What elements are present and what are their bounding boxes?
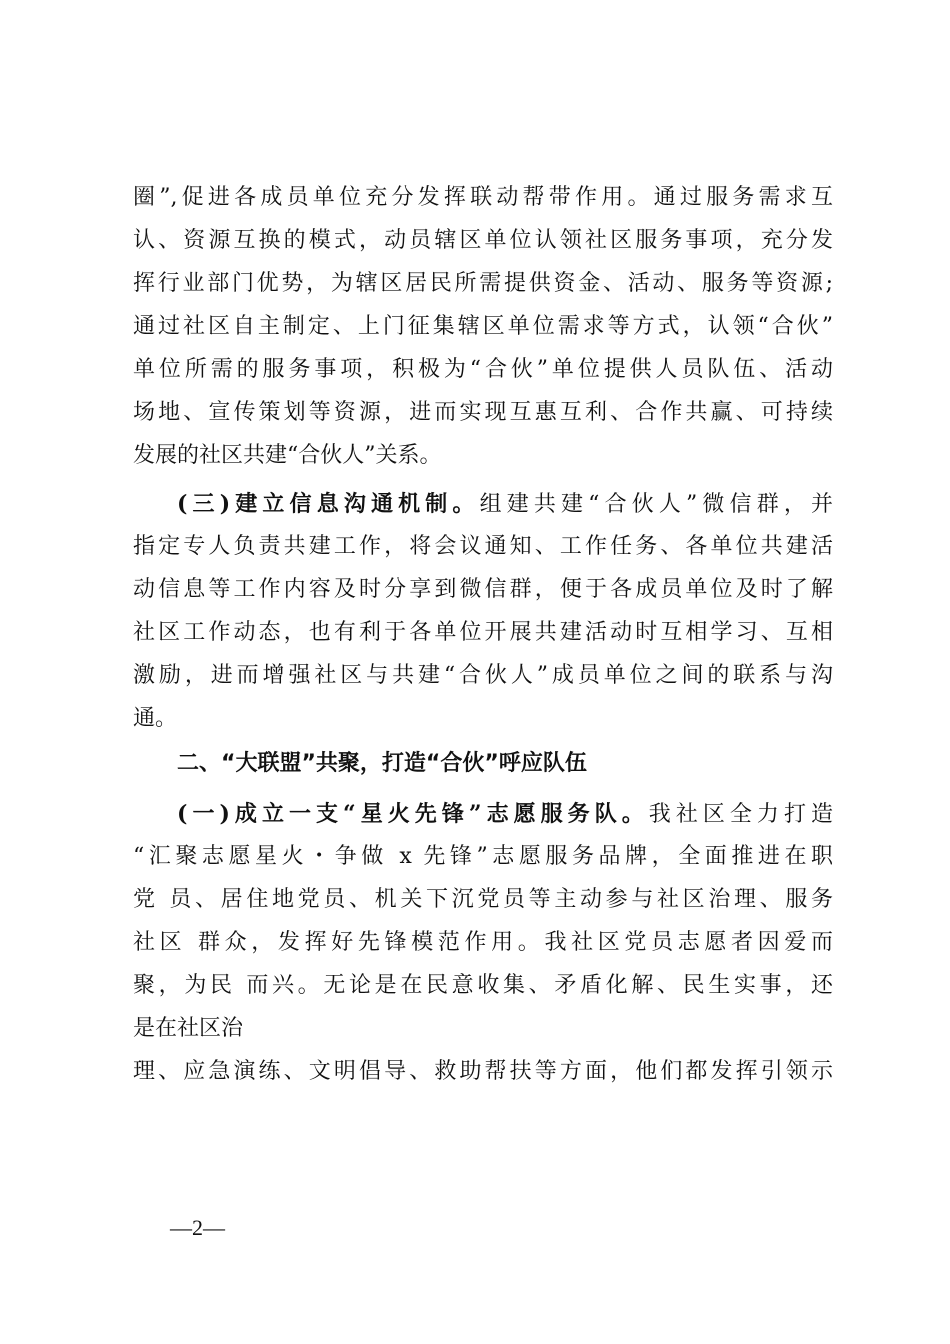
paragraph-3-line-4: 社区 群众，发挥好先锋模范作用。我社区党员志愿者因爱而 <box>133 930 833 955</box>
paragraph-3-line-6: 是在社区治 <box>133 1016 244 1041</box>
paragraph-1-line-6: 场地、宣传策划等资源，进而实现互惠互利、合作共赢、可持续 <box>133 400 833 425</box>
paragraph-1-line-3: 挥行业部门优势，为辖区居民所需提供资金、活动、服务等资源; <box>133 271 833 296</box>
paragraph-2-line-1 <box>177 486 833 522</box>
page-number: —2— <box>170 1215 225 1240</box>
paragraph-2-line-2: 指定专人负责共建工作，将会议通知、工作任务、各单位共建活 <box>133 534 833 559</box>
paragraph-1-line-1: 圈”,促进各成员单位充分发挥联动帮带作用。通过服务需求互 <box>133 185 833 210</box>
paragraph-3-line-7: 理、应急演练、文明倡导、救助帮扶等方面，他们都发挥引领示 <box>133 1059 833 1084</box>
paragraph-3-line-3: 党 员、居住地党员、机关下沉党员等主动参与社区治理、服务 <box>133 887 833 912</box>
paragraph-1-line-4: 通过社区自主制定、上门征集辖区单位需求等方式，认领“合伙” <box>133 314 833 339</box>
paragraph-3-line-5: 聚，为民 而兴。无论是在民意收集、矛盾化解、民生实事，还 <box>133 973 833 998</box>
paragraph-1-line-2: 认、资源互换的模式，动员辖区单位认领社区服务事项，充分发 <box>133 228 833 253</box>
section-heading <box>177 746 587 782</box>
paragraph-3-first-rest: 我社区全力打造 <box>648 802 833 827</box>
paragraph-2-line-6: 通。 <box>133 706 178 731</box>
paragraph-2-line-4: 社区工作动态，也有利于各单位开展共建活动时互相学习、互相 <box>133 620 833 645</box>
paragraph-3-lead: (一)成立一支“星火先锋”志愿服务队。 <box>177 801 649 827</box>
paragraph-1-line-7: 发展的社区共建“合伙人”关系。 <box>133 443 442 468</box>
paragraph-3-line-2: “汇聚志愿星火・争做 x 先锋”志愿服务品牌，全面推进在职 <box>133 844 833 869</box>
paragraph-2-first-rest: 组建共建“合伙人”微信群，并 <box>479 492 833 517</box>
paragraph-1-line-5: 单位所需的服务事项，积极为“合伙”单位提供人员队伍、活动 <box>133 357 833 382</box>
paragraph-2-lead: (三)建立信息沟通机制。 <box>177 491 480 517</box>
paragraph-2-line-3: 动信息等工作内容及时分享到微信群，便于各成员单位及时了解 <box>133 577 833 602</box>
section-heading-text: 二、“大联盟”共聚，打造“合伙”呼应队伍 <box>177 751 587 776</box>
paragraph-2-line-5: 激励，进而增强社区与共建“合伙人”成员单位之间的联系与沟 <box>133 663 833 688</box>
paragraph-3-line-1 <box>177 796 833 832</box>
